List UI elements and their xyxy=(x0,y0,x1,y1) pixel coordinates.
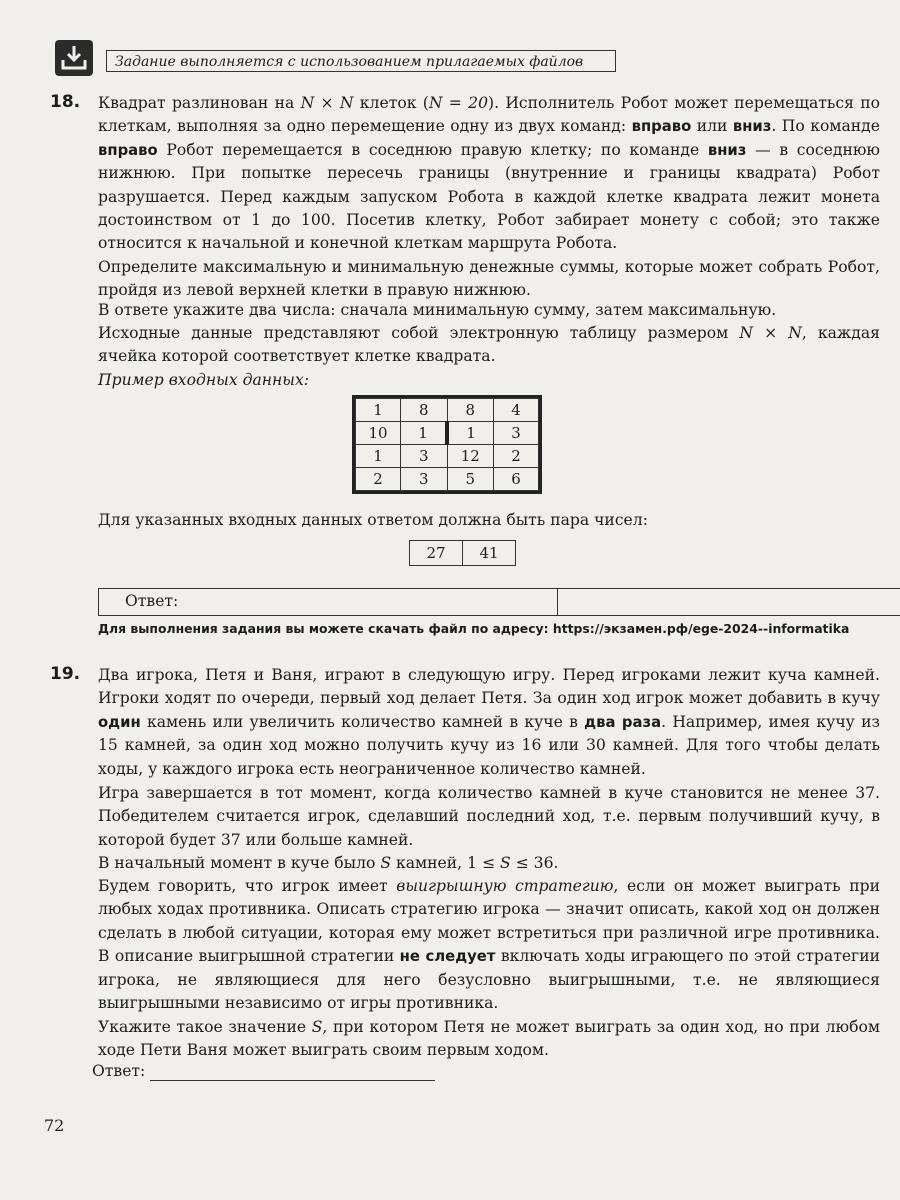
answer-label: Ответ: xyxy=(125,592,179,610)
grid-cell: 2 xyxy=(494,445,539,468)
files-banner: Задание выполняется с использованием прилагаемых файлов xyxy=(106,50,616,72)
answer-max: 41 xyxy=(463,541,516,566)
task-18-answer-row xyxy=(98,588,900,616)
example-label: Пример входных данных: xyxy=(98,371,310,389)
grid-cell: 8 xyxy=(447,399,494,422)
grid-row xyxy=(356,422,539,445)
grid-cell: 1 xyxy=(447,422,494,445)
grid-row xyxy=(356,468,539,491)
grid-row xyxy=(356,399,539,422)
grid-cell: 2 xyxy=(356,468,401,491)
grid-cell: 12 xyxy=(447,445,494,468)
task-18-number: 18. xyxy=(50,92,81,112)
grid-row xyxy=(356,445,539,468)
grid-cell: 1 xyxy=(356,399,401,422)
example-answer-pair xyxy=(409,540,516,566)
example-grid xyxy=(355,398,539,491)
grid-cell: 3 xyxy=(401,468,448,491)
grid-cell: 8 xyxy=(401,399,448,422)
grid-cell: 4 xyxy=(494,399,539,422)
page-number: 72 xyxy=(44,1116,65,1135)
task-19-paragraph-3: В начальный момент в куче было S камней, 1 ≤ S ≤ 36. xyxy=(98,854,559,872)
task-18-paragraph-1: Квадрат разлинован на N × N клеток (N = 20). Исполнитель Робот может перемещаться по клеткам, выполняя за одно перемещение одну из двух команд: вправо или вниз. По команде вправо Робот перемещается в соседнюю правую клетку; по команде вниз — в соседнюю нижнюю. При попытке пересечь границы (внутренние и границы квадрата) Робот разрушается. Перед каждым запуском Робота в каждой клетке квадрата лежит монета достоинством от 1 до 100. Посетив клетку, Робот забирает монету с собой; это также относится к начальной и конечной клеткам маршрута Робота. xyxy=(98,94,881,253)
task-18-paragraph-2: Определите максимальную и минимальную денежные суммы, которые может собрать Робот, пройдя из левой верхней клетки в правую нижнюю. xyxy=(98,258,880,300)
task-18-answer-field[interactable] xyxy=(557,588,900,616)
grid-cell: 1 xyxy=(356,445,401,468)
answer-intro: Для указанных входных данных ответом должна быть пара чисел: xyxy=(98,511,648,529)
grid-cell: 3 xyxy=(494,422,539,445)
task-19-number: 19. xyxy=(50,664,81,684)
answer-min: 27 xyxy=(410,541,463,566)
grid-cell: 3 xyxy=(401,445,448,468)
task-19-paragraph-2: Игра завершается в тот момент, когда количество камней в куче становится не менее 37. Победителем считается игрок, сделавший последний ход, т.е. первым получивший кучу, в которой будет 37 или больше камней. xyxy=(98,784,880,849)
grid-cell: 10 xyxy=(356,422,401,445)
task-19-answer-line[interactable] xyxy=(150,1080,435,1081)
task-19-paragraph-1: Два игрока, Петя и Ваня, играют в следующую игру. Перед игроками лежит куча камней. Игроки ходят по очереди, первый ход делает Петя. За один ход игрок может добавить в кучу один камень или увеличить количество камней в куче в два раза. Например, имея кучу из 15 камней, за один ход можно получить кучу из 16 или 30 камней. Для того чтобы делать ходы, у каждого игрока есть неограниченное количество камней. xyxy=(98,666,880,778)
task-18-paragraph-3: В ответе укажите два числа: сначала минимальную сумму, затем максимальную. xyxy=(98,301,777,319)
grid-cell: 6 xyxy=(494,468,539,491)
download-link-text[interactable]: Для выполнения задания вы можете скачать файл по адресу: https://экзамен.рф/ege-2024--informatika xyxy=(98,621,850,636)
download-file-icon xyxy=(55,40,93,76)
grid-cell: 5 xyxy=(447,468,494,491)
task-19-paragraph-5: Укажите такое значение S, при котором Петя не может выиграть за один ход, но при любом ходе Пети Ваня может выиграть своим первым ходом. xyxy=(98,1018,880,1060)
task-18-paragraph-4: Исходные данные представляют собой электронную таблицу размером N × N, каждая ячейка которой соответствует клетке квадрата. xyxy=(98,324,880,366)
task-19-paragraph-4: Будем говорить, что игрок имеет выигрышную стратегию, если он может выиграть при любых ходах противника. Описать стратегию игрока — значит описать, какой ход он должен сделать в любой ситуации, которая ему может встретиться при различной игре противника. В описание выигрышной стратегии не следует включать ходы играющего по этой стратегии игрока, не являющиеся для него безусловно выигрышными, т.е. не являющиеся выигрышными независимо от игры противника. xyxy=(98,877,881,1013)
task-19-answer-label: Ответ: xyxy=(92,1062,146,1080)
grid-cell: 1 xyxy=(401,422,448,445)
